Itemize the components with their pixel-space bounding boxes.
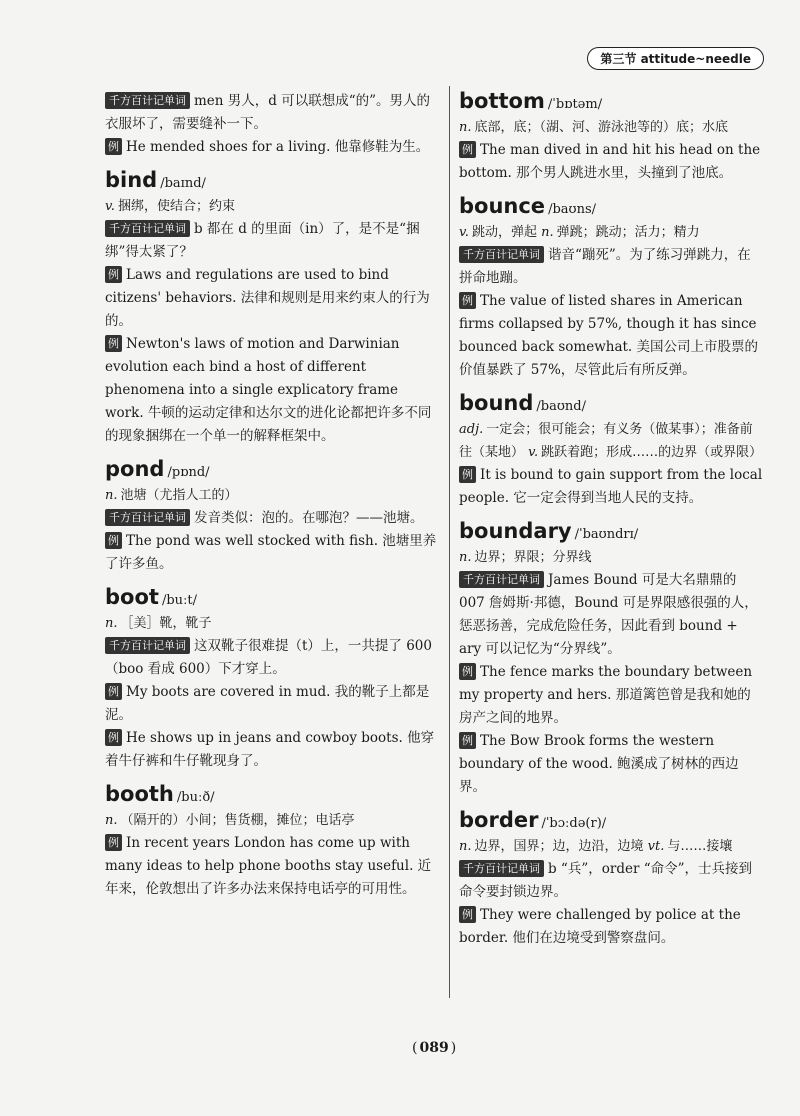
part-of-speech: v. <box>528 445 539 460</box>
definition-text: 弹跳；跳动；活力；精力 <box>556 225 700 240</box>
example-text: Laws and regulations are used to bind citizens' behaviors. 法律和规则是用来约束人的行为的。 <box>105 267 430 329</box>
example-line <box>459 730 763 799</box>
headword: pond <box>105 457 165 481</box>
memo-line <box>105 635 439 681</box>
example-line <box>459 139 763 185</box>
entry-bind <box>105 169 439 448</box>
part-of-speech: v. <box>459 225 469 240</box>
headword-line <box>105 586 439 612</box>
headword: bottom <box>459 89 545 113</box>
part-of-speech: n. <box>459 120 472 135</box>
memo-text: 这双靴子很难提（t）上，一共提了 600（boo 看成 600）下才穿上。 <box>105 638 432 677</box>
definition <box>105 612 439 635</box>
example-line <box>459 464 763 510</box>
definition <box>459 418 763 464</box>
headword: boundary <box>459 519 572 543</box>
page-number: ( 089 ) <box>412 1040 457 1056</box>
definition-text: 边界，国界；边，边沿，边境 <box>474 839 644 854</box>
memo-line <box>459 569 763 661</box>
headword-line <box>105 169 439 195</box>
memo-line <box>459 858 763 904</box>
headword: border <box>459 808 539 832</box>
example-line <box>105 530 439 576</box>
example-label: 例 <box>105 335 122 352</box>
definition <box>459 116 763 139</box>
part-of-speech: v. <box>105 199 115 214</box>
example-line <box>105 832 439 901</box>
headword-line <box>459 90 763 116</box>
example-label: 例 <box>105 266 122 283</box>
example-line <box>105 333 439 448</box>
entry-bottom <box>459 90 763 185</box>
memo-label: 千方百计记单词 <box>459 571 544 588</box>
memo-line <box>105 218 439 264</box>
example-text: The man dived in and hit his head on the bottom. 那个男人跳进水里，头撞到了池底。 <box>459 142 761 181</box>
headword: booth <box>105 782 174 806</box>
definition <box>459 835 763 858</box>
part-of-speech: n. <box>459 550 472 565</box>
headword: boot <box>105 585 159 609</box>
definition-text: 边界；界限；分界线 <box>474 550 592 565</box>
phonetic: /baɪnd/ <box>160 176 206 191</box>
entry-pond <box>105 458 439 576</box>
left-column <box>105 90 439 911</box>
headword-line <box>105 783 439 809</box>
example-text: He shows up in jeans and cowboy boots. 他穿着牛仔裤和牛仔靴现身了。 <box>105 730 435 769</box>
example-label: 例 <box>105 532 122 549</box>
memo-text: b 都在 d 的里面（in）了，是不是“捆绑”得太紧了？ <box>105 221 420 260</box>
phonetic: /ˈbɔːdə(r)/ <box>541 816 607 831</box>
example-line <box>459 904 763 950</box>
definition <box>459 546 763 569</box>
example-line <box>105 136 439 159</box>
definition-text: （隔开的）小间；售货棚，摊位；电话亭 <box>120 813 355 828</box>
memo-line <box>459 244 763 290</box>
definition-text: 跳动，弹起 <box>471 225 537 240</box>
entry-bounce <box>459 195 763 382</box>
memo-text: 谐音“蹦死”。为了练习弹跳力，在拼命地蹦。 <box>459 247 751 286</box>
column-divider <box>449 86 450 998</box>
headword: bounce <box>459 194 546 218</box>
definition-text: 跳跃着跑；形成……的边界（或界限） <box>541 445 763 460</box>
example-label: 例 <box>105 834 122 851</box>
entry-booth <box>105 783 439 901</box>
part-of-speech: vt. <box>647 839 665 854</box>
definition-text: 与……接壤 <box>667 839 733 854</box>
part-of-speech: n. <box>459 839 472 854</box>
headword-line <box>459 195 763 221</box>
phonetic: /ˈbaʊndrɪ/ <box>574 527 639 542</box>
phonetic: /baʊnd/ <box>536 399 586 414</box>
part-of-speech: adj. <box>459 422 484 437</box>
definition-text: ［美］靴，靴子 <box>120 616 212 631</box>
example-line <box>105 727 439 773</box>
definition <box>459 221 763 244</box>
example-text: The Bow Brook forms the western boundary of the wood. 鲍溪成了树林的西边界。 <box>459 733 739 795</box>
definition <box>105 484 439 507</box>
entry-bound <box>459 392 763 510</box>
headword-line <box>105 458 439 484</box>
page-number-text: 089 <box>419 1040 449 1056</box>
right-column <box>459 90 763 960</box>
memo-text: b “兵”，order “命令”，士兵接到命令要封锁边界。 <box>459 861 752 900</box>
memo-line <box>105 90 439 136</box>
headword-line <box>459 520 763 546</box>
entry-boundary <box>459 520 763 799</box>
memo-label: 千方百计记单词 <box>459 246 544 263</box>
definition <box>105 809 439 832</box>
example-line <box>459 661 763 730</box>
example-text: They were challenged by police at the border. 他们在边境受到警察盘问。 <box>459 907 741 946</box>
example-text: It is bound to gain support from the local people. 它一定会得到当地人民的支持。 <box>459 467 763 506</box>
memo-label: 千方百计记单词 <box>105 92 190 109</box>
phonetic: /baʊns/ <box>548 202 596 217</box>
example-line <box>105 681 439 727</box>
definition-text: 池塘（尤指人工的） <box>120 488 238 503</box>
phonetic: /buːð/ <box>176 790 215 805</box>
headword: bind <box>105 168 158 192</box>
example-text: He mended shoes for a living. 他靠修鞋为生。 <box>126 139 430 155</box>
example-label: 例 <box>105 683 122 700</box>
memo-label: 千方百计记单词 <box>105 509 190 526</box>
part-of-speech: n. <box>541 225 554 240</box>
example-text: In recent years London has come up with many ideas to help phone booths stay useful. 近年来，伦敦想出了许多办法来保持电话亭的可用性。 <box>105 835 432 897</box>
example-label: 例 <box>105 729 122 746</box>
example-label: 例 <box>459 141 476 158</box>
example-label: 例 <box>459 292 476 309</box>
phonetic: /pɒnd/ <box>167 465 210 480</box>
memo-line <box>105 507 439 530</box>
example-line <box>459 290 763 382</box>
definition <box>105 195 439 218</box>
memo-label: 千方百计记单词 <box>105 637 190 654</box>
phonetic: /buːt/ <box>161 593 197 608</box>
example-text: Newton's laws of motion and Darwinian evolution each bind a host of different phenomena into a single explicatory frame work. 牛顿的运动定律和达尔文的进化论都把许多不同的现象捆绑在一个单一的解释框架中。 <box>105 336 432 444</box>
memo-label: 千方百计记单词 <box>105 220 190 237</box>
part-of-speech: n. <box>105 488 118 503</box>
headword-line <box>459 809 763 835</box>
memo-text: 发音类似：泡的。在哪泡？——池塘。 <box>194 510 424 526</box>
memo-label: 千方百计记单词 <box>459 860 544 877</box>
definition-text: 一定会；很可能会；有义务（做某事）；准备前往（某地） <box>459 422 753 460</box>
example-line <box>105 264 439 333</box>
example-text: My boots are covered in mud. 我的靴子上都是泥。 <box>105 684 430 723</box>
example-label: 例 <box>459 906 476 923</box>
section-header: 第三节 attitude~needle <box>587 47 764 70</box>
part-of-speech: n. <box>105 616 118 631</box>
entry-border <box>459 809 763 950</box>
example-label: 例 <box>105 138 122 155</box>
example-label: 例 <box>459 663 476 680</box>
definition-text: 底部，底；（湖、河、游泳池等的）底；水底 <box>474 120 729 135</box>
headword: bound <box>459 391 534 415</box>
memo-text: men 男人，d 可以联想成“的”。男人的衣服坏了，需要缝补一下。 <box>105 93 431 132</box>
phonetic: /ˈbɒtəm/ <box>547 97 603 112</box>
part-of-speech: n. <box>105 813 118 828</box>
example-text: The pond was well stocked with fish. 池塘里养了许多鱼。 <box>105 533 437 572</box>
entry-mend-continued <box>105 90 439 159</box>
example-label: 例 <box>459 466 476 483</box>
example-text: The value of listed shares in American firms collapsed by 57%, though it has since bounced back somewhat. 美国公司上市股票的价值暴跌了 57%，尽管此后有所反弹。 <box>459 293 759 378</box>
memo-text: James Bound 可是大名鼎鼎的 007 詹姆斯·邦德，Bound 可是界限感很强的人，惩恶扬善，完成危险任务，因此看到 bound + ary 可以记忆为“分界线”。 <box>459 572 758 657</box>
example-text: The fence marks the boundary between my property and hers. 那道篱笆曾是我和她的房产之间的地界。 <box>459 664 753 726</box>
definition-text: 捆绑，使结合；约束 <box>117 199 235 214</box>
example-label: 例 <box>459 732 476 749</box>
entry-boot <box>105 586 439 773</box>
headword-line <box>459 392 763 418</box>
